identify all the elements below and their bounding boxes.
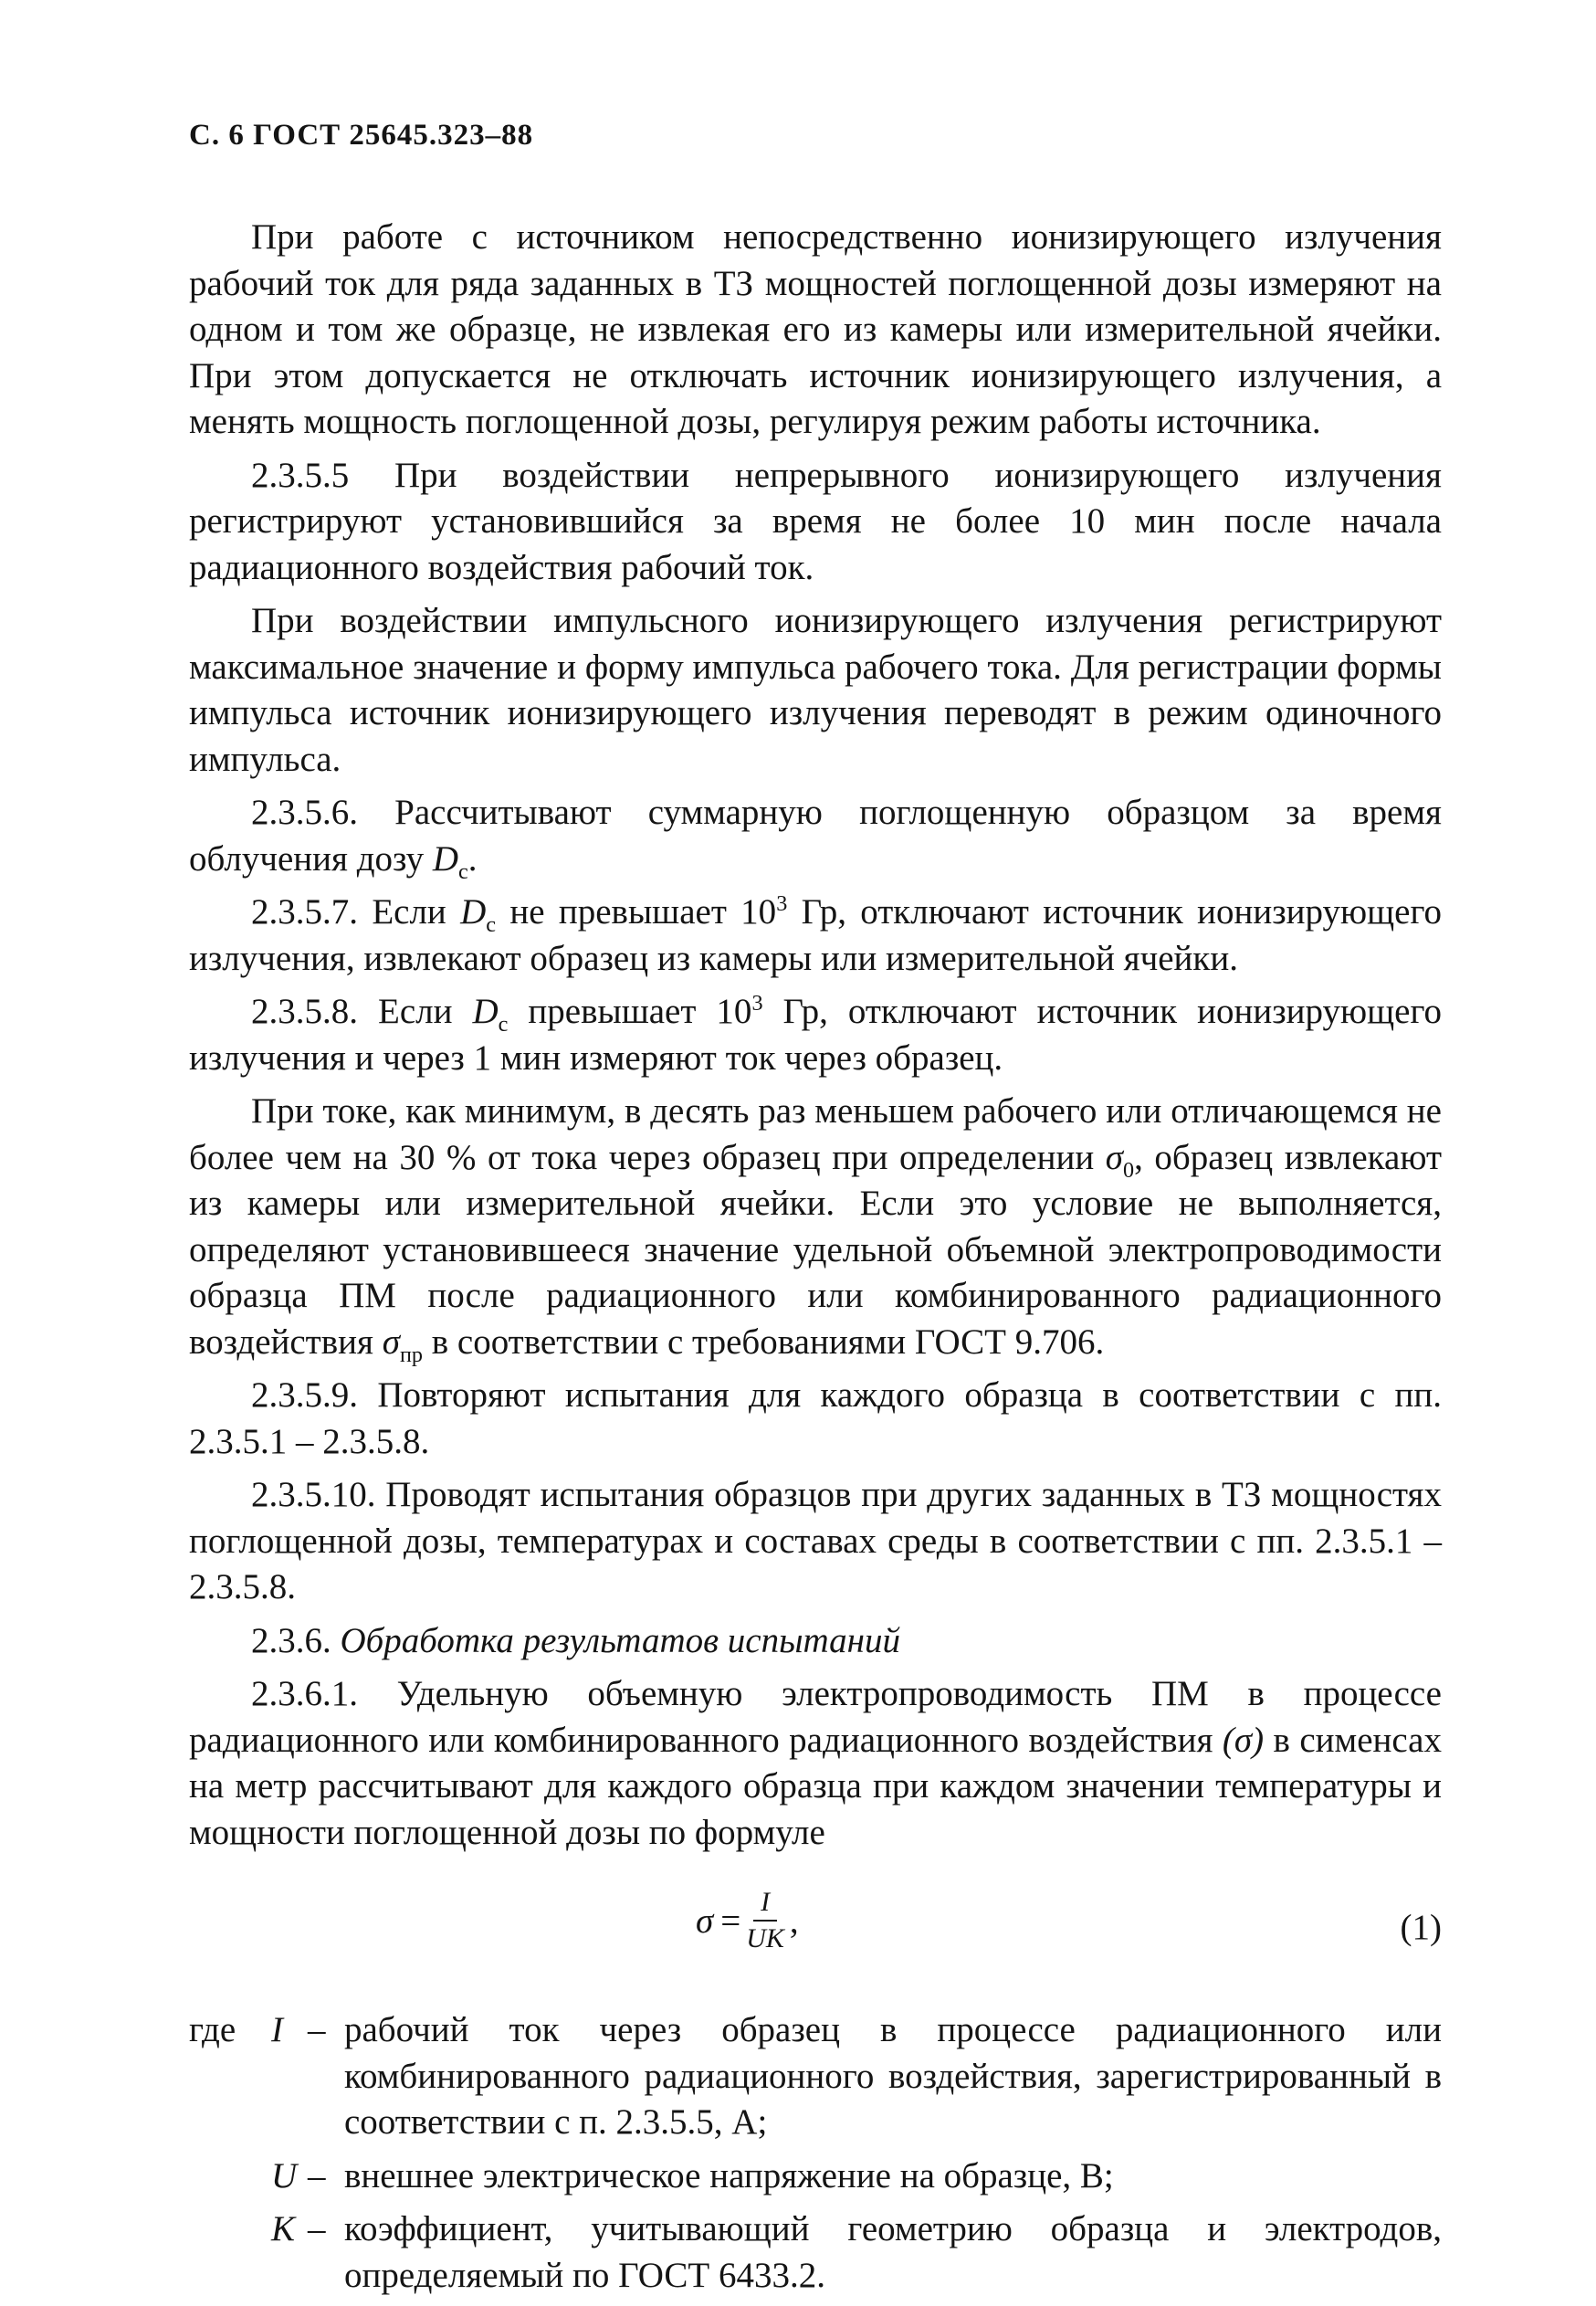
symbol-sigma: (σ) [1222, 1720, 1265, 1760]
formula-equals: = [720, 1901, 741, 1941]
section-heading-2-3-6: 2.3.6. Обработка результатов испытаний [251, 1620, 901, 1660]
paragraph-2-3-5-8: 2.3.5.8. Если $D_c$ превышает $10^3$ Гр, отключают источник ионизирующего излучения и через 1 мин измеряют ток через образец. [189, 991, 1442, 1078]
paragraph-2-3-5-9: 2.3.5.9. Повторяют испытания для каждого образца в соответствии с пп. 2.3.5.1 – 2.3.5.8. [189, 1375, 1442, 1461]
symbol-sigma-pr: σ [382, 1321, 400, 1362]
paragraph-pulsed-radiation: При воздействии импульсного ионизирующего излучения регистрируют максимальное значение и форму импульса рабочего тока. Для регистрации формы импульса источник ионизирующего излучения переводят в режим одиночного импульса. [189, 601, 1442, 779]
document-page [189, 119, 1442, 2306]
paragraph-source-operation: При работе с источником непосредственно ионизирующего излучения рабочий ток для ряда заданных в ТЗ мощностей поглощенной дозы измеряют на одном и том же образце, не извлекая его из камеры или измерительной ячейки. При этом допускается не отключать источник ионизирующего излучения, а менять мощность поглощенной дозы, регулируя режим работы источника. [189, 217, 1442, 441]
paragraph-2-3-5-10: 2.3.5.10. Проводят испытания образцов при других заданных в ТЗ мощностях поглощенной дозы, температурах и составах среды в соответствии с пп. 2.3.5.1 – 2.3.5.8. [189, 1475, 1442, 1606]
where-item-I: где I – рабочий ток через образец в процессе радиационного или комбинированного радиационного воздействия, зарегистрированный в соответствии с п. 2.3.5.5, А; [189, 2007, 1442, 2146]
where-lead: где [189, 2010, 236, 2049]
section-title: Обработка результатов испытаний [340, 1620, 901, 1660]
formula-denominator: UK [746, 1923, 784, 1953]
formula-expression: σ = $\frac{I}{UK}$ , [696, 1887, 799, 1953]
symbol-sigma-0: σ [1105, 1137, 1124, 1177]
formula-numerator: I [753, 1887, 777, 1922]
formula-fraction [746, 1887, 784, 1954]
symbol-dose: D [432, 838, 459, 879]
paragraph-2-3-5-7: 2.3.5.7. Если $D_c$ не превышает $10^3$ Гр, отключают источник ионизирующего излучения, извлекают образец из камеры или измерительной ячейки. [189, 891, 1442, 978]
page-header: С. 6 ГОСТ 25645.323–88 [189, 119, 534, 152]
where-item-K: K – коэффициент, учитывающий геометрию образца и электродов, определяемый по ГОСТ 6433.2. [271, 2209, 1442, 2295]
equation-number: (1) [1400, 1908, 1442, 1947]
where-item-U: U – внешнее электрическое напряжение на образце, В; [271, 2155, 1114, 2195]
formula-1 [189, 1880, 1442, 1982]
document-body [189, 215, 1442, 1856]
where-list [189, 2007, 1442, 2299]
paragraph-current-condition: При токе, как минимум, в десять раз меньшем рабочего или отличающемся не более чем на 30 % от тока через образец при определении $\sigma_0$, образец извлекают из камеры или измерительной ячейки. Если это условие не выполняется, определяют установившееся значение удельной объемной электропроводимости образца ПМ после радиационного или комбинированного радиационного воздействия $\sigma_{пр}$ в соответствии с требованиями ГОСТ 9.706. [189, 1091, 1442, 1367]
formula-lhs: σ [696, 1901, 714, 1941]
paragraph-2-3-5-5: 2.3.5.5 При воздействии непрерывного ионизирующего излучения регистрируют установившийся за время не более 10 мин после начала радиационного воздействия рабочий ток. [189, 455, 1442, 587]
paragraph-2-3-6-1: 2.3.6.1. Удельную объемную электропроводимость ПМ в процессе радиационного или комбинированного радиационного воздействия (σ) в сименсах на метр рассчитывают для каждого образца при каждом значении температуры и мощности поглощенной дозы по формуле [189, 1674, 1442, 1852]
paragraph-2-3-5-6: 2.3.5.6. Рассчитывают суммарную поглощенную образцом за время облучения дозу $D_c$. [189, 793, 1442, 884]
